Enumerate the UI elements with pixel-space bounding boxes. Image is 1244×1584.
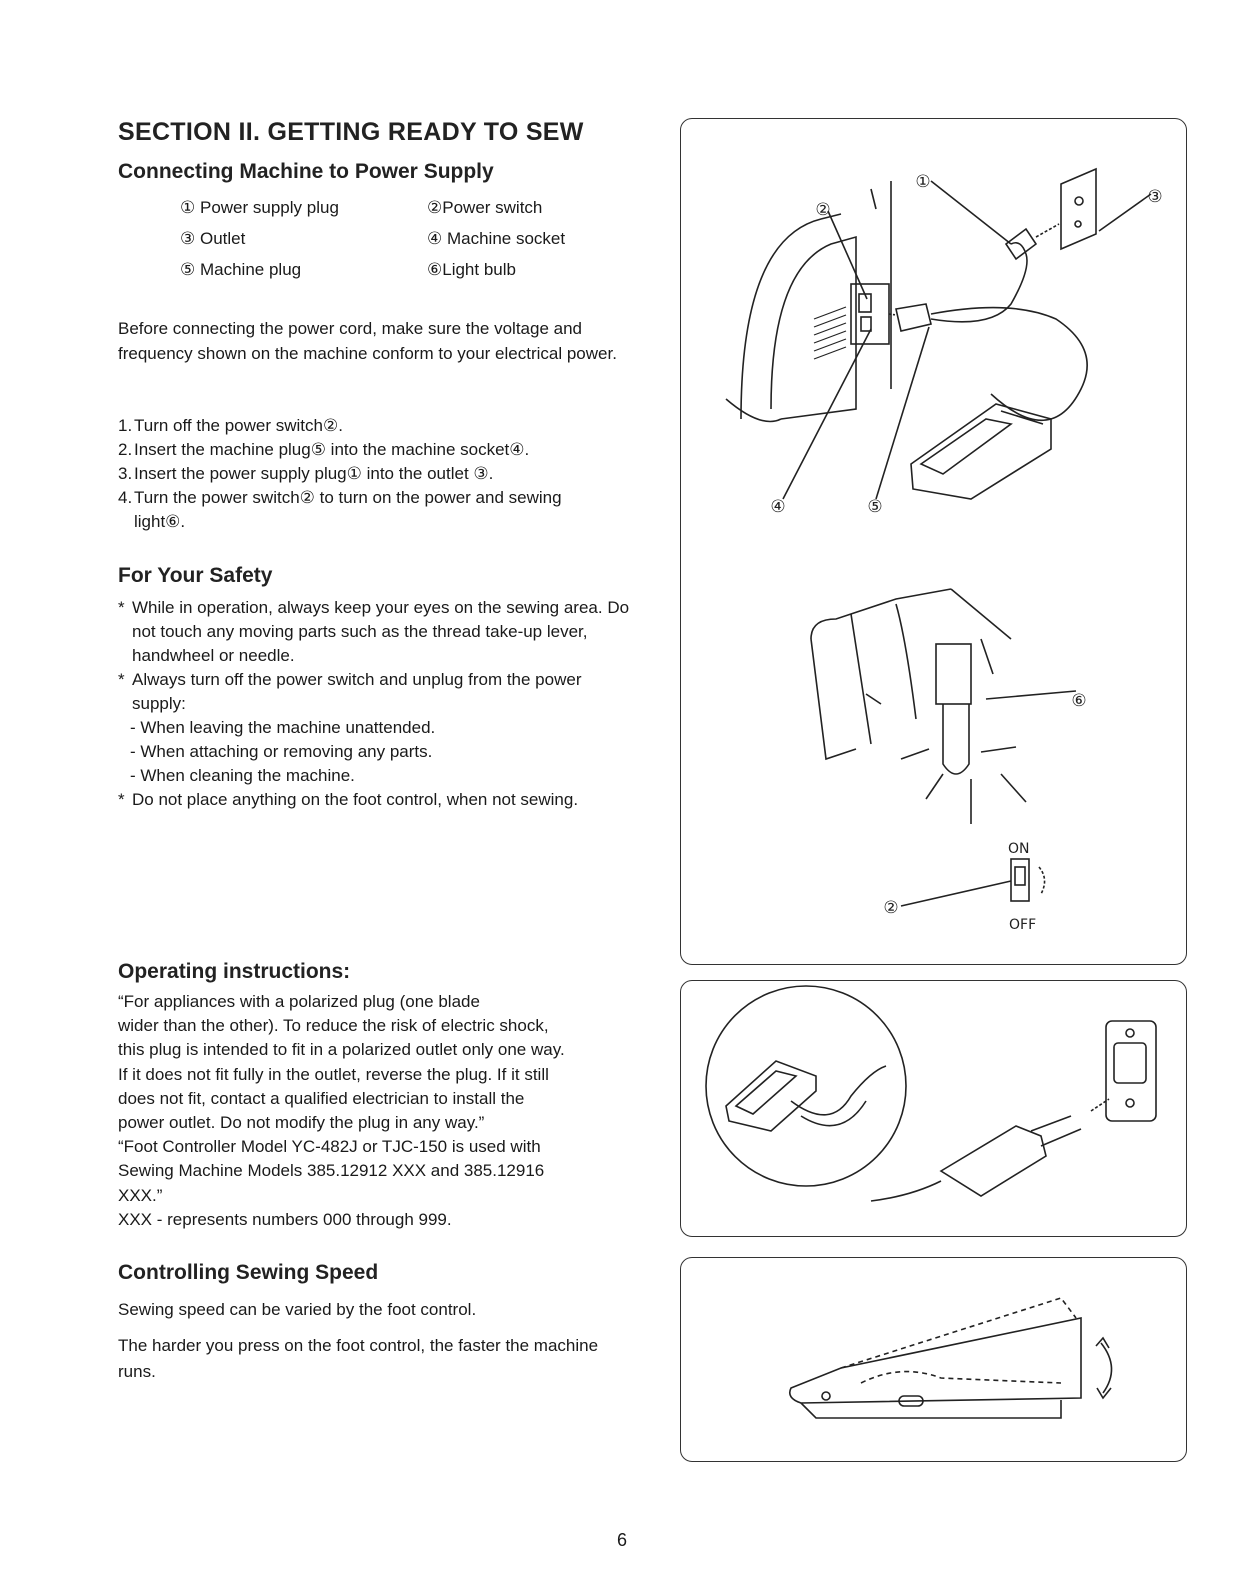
section-title: SECTION II. GETTING READY TO SEW xyxy=(118,118,584,146)
callout-1: ① xyxy=(915,172,931,192)
part-number: ① xyxy=(180,198,196,217)
safety-sub-item: - When cleaning the machine. xyxy=(130,766,355,785)
connecting-steps xyxy=(118,414,658,534)
step-item: 4. Turn the power switch② to turn on the power and sewing light⑥. xyxy=(118,488,562,531)
part-number: ⑥ xyxy=(427,260,443,279)
part-label: Machine plug xyxy=(199,260,302,279)
operating-text: “For appliances with a polarized plug (one blade wider than the other). To reduce the risk of electric shock, this plug is intended to fit in a polarized outlet only one way. If it does not fit fully in the outlet, reverse the plug. If it still does not fit, contact a qualified electrician to install the power outlet. Do not modify the plug in any way.” “Foot Controller Model YC-482J or TJC-150 is used with Sewing Machine Models 385.12912 XXX and 385.12916 XXX.” XXX - represents numbers 000 through 999. xyxy=(118,992,565,1229)
part-number: ⑤ xyxy=(180,260,196,279)
callout-2b: ② xyxy=(883,898,899,918)
polarized-plug-illustration xyxy=(681,981,1186,1236)
connecting-intro: Before connecting the power cord, make sure the voltage and frequency shown on the machine conform to your electrical power. xyxy=(118,319,617,363)
part-label: Power switch xyxy=(442,198,543,217)
parts-row xyxy=(180,229,620,260)
foot-control-panel xyxy=(680,1257,1187,1462)
step-item: 2. Insert the machine plug⑤ into the machine socket④. xyxy=(118,440,530,459)
switch-off-label: OFF xyxy=(1009,917,1037,933)
safety-list xyxy=(118,596,678,812)
part-label: Outlet xyxy=(199,229,246,248)
callout-3: ③ xyxy=(1147,187,1163,207)
foot-control-illustration xyxy=(681,1258,1186,1461)
safety-bullet: * Do not place anything on the foot control, when not sewing. xyxy=(118,790,579,809)
part-label: Power supply plug xyxy=(199,198,339,217)
safety-bullet: * While in operation, always keep your eyes on the sewing area. Do not touch any moving parts such as the thread take-up lever, handwheel or needle. xyxy=(118,598,630,665)
callout-6: ⑥ xyxy=(1071,691,1087,711)
power-connection-illustration xyxy=(681,119,1186,964)
connecting-heading: Connecting Machine to Power Supply xyxy=(118,160,494,183)
callout-4: ④ xyxy=(770,497,786,517)
polarized-plug-panel xyxy=(680,980,1187,1237)
switch-on-label: ON xyxy=(1008,841,1030,857)
power-connection-panel xyxy=(680,118,1187,965)
safety-sub-item: - When leaving the machine unattended. xyxy=(130,718,436,737)
callout-5: ⑤ xyxy=(867,497,883,517)
parts-row xyxy=(180,198,620,229)
safety-heading: For Your Safety xyxy=(118,564,273,587)
page-number: 6 xyxy=(616,1530,627,1550)
callout-2: ② xyxy=(815,200,831,220)
speed-text: Sewing speed can be varied by the foot control. The harder you press on the foot control, the faster the machine runs. xyxy=(118,1300,599,1381)
parts-row xyxy=(180,260,620,291)
part-number: ④ xyxy=(427,229,443,248)
part-number: ② xyxy=(427,198,443,217)
step-item: 3. Insert the power supply plug① into the outlet ③. xyxy=(118,464,494,483)
parts-list xyxy=(180,198,620,291)
safety-bullet: * Always turn off the power switch and unplug from the power supply: xyxy=(118,670,582,713)
part-label: Light bulb xyxy=(442,260,516,279)
part-label: Machine socket xyxy=(446,229,566,248)
speed-heading: Controlling Sewing Speed xyxy=(118,1261,379,1284)
operating-heading: Operating instructions: xyxy=(118,960,351,983)
safety-sub-item: - When attaching or removing any parts. xyxy=(130,742,433,761)
part-number: ③ xyxy=(180,229,196,248)
step-item: 1. Turn off the power switch②. xyxy=(118,416,343,435)
